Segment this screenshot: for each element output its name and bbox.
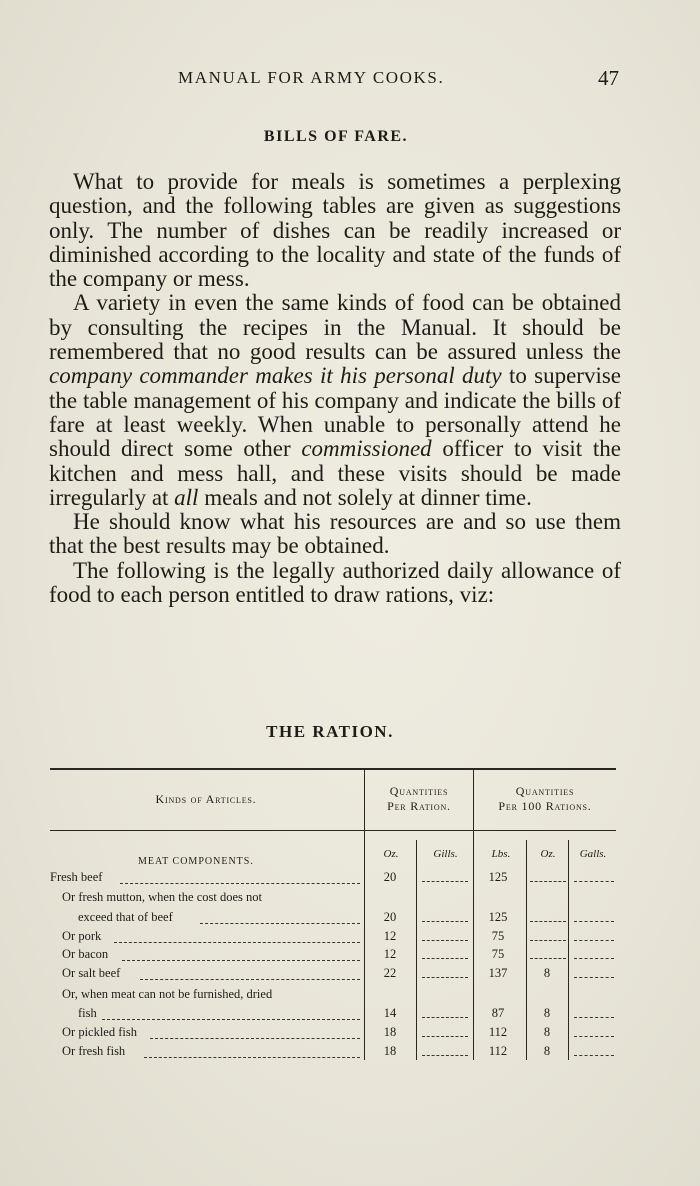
row-oz100-blank <box>530 881 566 882</box>
row-leader <box>140 979 360 980</box>
table-divider-oz-gills <box>416 840 417 1060</box>
table-header-rule <box>50 830 616 831</box>
row-oz: 18 <box>383 1025 397 1039</box>
row-label: Or fresh fish <box>62 1044 126 1058</box>
row-leader <box>122 960 360 961</box>
paragraph-2-text-a: A variety in even the same kinds of food can be obtained by consulting the recipes in the Manual. It should be remembered that no good results can be assured unless the <box>49 290 621 365</box>
row-lbs: 125 <box>488 870 508 884</box>
paragraph-4: The following is the legally authorized daily allowance of food to each person entitled to draw rations, viz: <box>49 557 621 608</box>
row-label-continued: fish <box>78 1006 97 1020</box>
unit-oz: Oz. <box>383 848 399 860</box>
body-text <box>49 170 621 607</box>
paragraph-1: What to provide for meals is sometimes a perplexing question, and the following tables are given as suggestions only. The number of dishes can be readily increased or diminished according to the locality and state of the funds of the company or mess. <box>49 169 621 292</box>
unit-oz-100: Oz. <box>540 848 556 860</box>
header-per-100-line1: Quantities <box>515 784 575 798</box>
row-galls-blank <box>574 881 614 882</box>
row-lbs: 137 <box>488 966 508 980</box>
unit-lbs: Lbs. <box>491 848 511 860</box>
row-oz: 14 <box>383 1006 397 1020</box>
row-oz100: 8 <box>543 1006 551 1020</box>
table-divider-oz-galls <box>568 840 569 1060</box>
unit-galls: Galls. <box>579 848 607 860</box>
paragraph-2-italic-3: all <box>174 484 199 510</box>
row-label: Or pickled fish <box>62 1025 137 1039</box>
row-gills-blank <box>422 1017 468 1018</box>
row-label: Or fresh mutton, when the cost does not <box>62 890 262 904</box>
row-lbs: 75 <box>491 947 505 961</box>
row-oz: 18 <box>383 1044 397 1058</box>
row-gills-blank <box>422 1036 468 1037</box>
row-gills-blank <box>422 977 468 978</box>
row-gills-blank <box>422 958 468 959</box>
paragraph-3: He should know what his resources are and so use them that the best results may be obtained. <box>49 509 621 559</box>
row-galls-blank <box>574 958 614 959</box>
header-per-100-line2: Per 100 Rations. <box>498 799 592 813</box>
row-oz100: 8 <box>543 966 551 980</box>
row-oz: 20 <box>383 870 397 884</box>
row-galls-blank <box>574 921 614 922</box>
row-label: Or pork <box>62 929 102 943</box>
table-top-rule <box>50 768 616 770</box>
row-label: Or, when meat can not be furnished, dried <box>62 987 273 1001</box>
paragraph-2 <box>49 291 621 510</box>
group-label-meat: MEAT COMPONENTS. <box>138 856 254 867</box>
row-lbs: 112 <box>488 1025 508 1039</box>
paragraph-2-italic-1: company commander makes it his personal duty <box>49 363 502 389</box>
ration-title: THE RATION. <box>266 722 394 741</box>
row-label-continued: exceed that of beef <box>78 910 173 924</box>
row-galls-blank <box>574 1036 614 1037</box>
row-label: Or salt beef <box>62 966 121 980</box>
row-galls-blank <box>574 1017 614 1018</box>
paragraph-2-text-d: meals and not solely at dinner time. <box>198 484 532 510</box>
row-oz: 12 <box>383 947 397 961</box>
row-lbs: 125 <box>488 910 508 924</box>
row-label: Or bacon <box>62 947 109 961</box>
row-galls-blank <box>574 1055 614 1056</box>
row-leader <box>114 942 360 943</box>
header-kinds-of-articles: Kinds of Articles. <box>155 792 257 806</box>
header-per-ration-line2: Per Ration. <box>387 799 451 813</box>
row-oz100-blank <box>530 921 566 922</box>
row-lbs: 112 <box>488 1044 508 1058</box>
header-per-100 <box>474 784 616 814</box>
row-leader <box>120 883 360 884</box>
section-title: BILLS OF FARE. <box>263 128 409 145</box>
paragraph-2-italic-2: commissioned <box>301 436 432 462</box>
row-galls-blank <box>574 940 614 941</box>
row-oz: 12 <box>383 929 397 943</box>
row-oz100-blank <box>530 940 566 941</box>
paragraph-2-text-c: officer to visit the kitchen and mess hall, and these visits should be made irregularly at <box>49 436 621 510</box>
unit-gills: Gills. <box>433 848 458 860</box>
row-galls-blank <box>574 977 614 978</box>
row-lbs: 87 <box>491 1006 505 1020</box>
row-gills-blank <box>422 940 468 941</box>
row-gills-blank <box>422 921 468 922</box>
row-oz100: 8 <box>543 1044 551 1058</box>
header-per-ration <box>364 784 474 814</box>
row-label: Fresh beef <box>50 870 103 884</box>
header-per-ration-line1: Quantities <box>389 784 449 798</box>
row-oz: 20 <box>383 910 397 924</box>
row-oz100: 8 <box>543 1025 551 1039</box>
paragraph-2-text-b: to supervise the table management of his company and indicate the bills of fare at least weekly. When unable to personally attend he should direct some other <box>49 363 622 462</box>
row-leader <box>200 923 360 924</box>
row-lbs: 75 <box>491 929 505 943</box>
row-leader <box>144 1057 360 1058</box>
page-number: 47 <box>598 66 619 90</box>
row-leader <box>102 1019 360 1020</box>
running-head: MANUAL FOR ARMY COOKS. <box>178 68 445 87</box>
row-gills-blank <box>422 881 468 882</box>
row-oz100-blank <box>530 958 566 959</box>
row-oz: 22 <box>383 966 397 980</box>
row-leader <box>150 1038 360 1039</box>
row-gills-blank <box>422 1055 468 1056</box>
